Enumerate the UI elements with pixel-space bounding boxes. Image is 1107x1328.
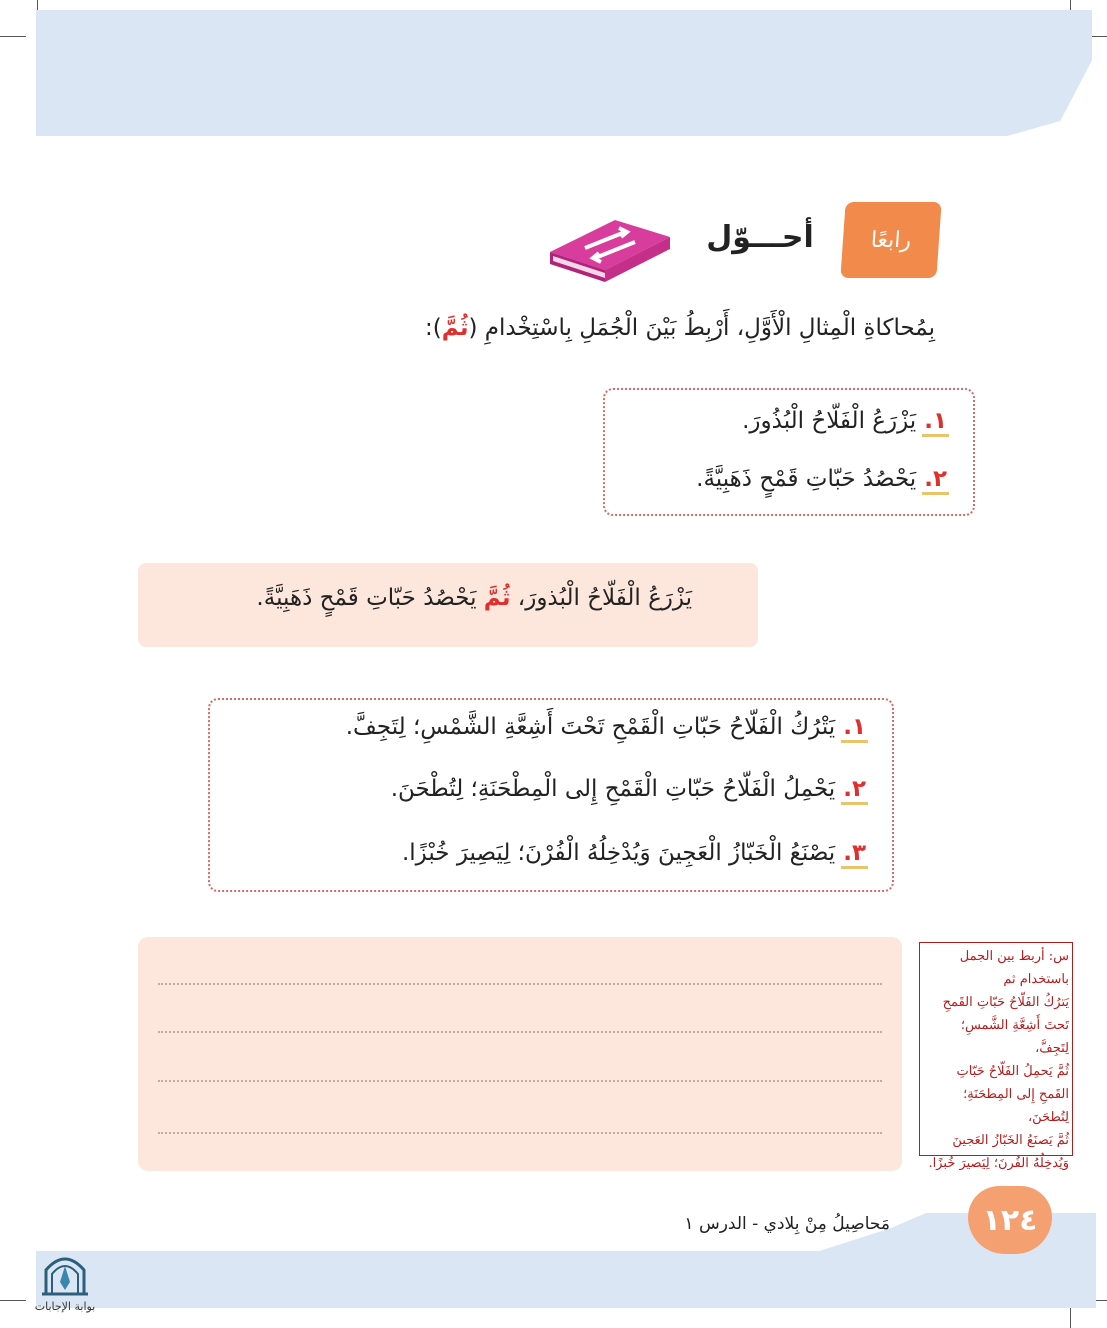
note-line: القَمحِ إِلى المِطحَنَةِ؛	[963, 1087, 1069, 1102]
item-number: ٣.	[841, 840, 868, 869]
instruction-end: ):	[425, 315, 442, 341]
instruction-text: بِمُحاكاةِ الْمِثالِ الْأَوَّلِ، أَرْبِطُ بَيْنَ الْجُمَلِ بِاسْتِخْدامِ (	[468, 315, 935, 341]
list-item	[346, 714, 868, 740]
book-icon	[545, 212, 675, 287]
example-sentences-box	[603, 388, 975, 516]
note-line: ثُمَّ يَصنَعُ الخَبّازُ العَجينَ	[952, 1133, 1069, 1148]
page-number	[968, 1186, 1052, 1254]
note-line: ثُمَّ يَحمِلُ الفَلّاحُ حَبّاتِ	[956, 1064, 1069, 1079]
item-number: ٢.	[922, 466, 949, 495]
note-line: وَيُدخِلُهُ الفُرنَ؛ لِيَصيرَ خُبزًا.	[928, 1156, 1069, 1171]
crop-mark	[1070, 1308, 1071, 1328]
item-text: يَحْمِلُ الْفَلّاحُ حَبّاتِ الْقَمْحِ إِلى الْمِطْحَنَةِ؛ لِتُطْحَنَ.	[390, 776, 836, 802]
instruction	[335, 315, 935, 341]
note-line: تَحتَ أَشِعَّةِ الشَّمسِ؛ لِتَجِفَّ،	[960, 1018, 1069, 1056]
item-number: ١.	[841, 714, 868, 743]
page-number-label: ١٢٤	[982, 1202, 1038, 1238]
item-number: ٢.	[841, 776, 868, 805]
answer-line[interactable]	[158, 983, 882, 985]
example-answer-keyword: ثُمَّ	[483, 585, 511, 611]
item-text: يَزْرَعُ الْفَلّاحُ الْبُذُورَ.	[742, 408, 917, 434]
exercise-sentences-box	[208, 698, 894, 892]
crop-mark	[0, 1300, 26, 1301]
list-item	[742, 408, 949, 434]
note-line: س: أربط بين الجمل	[959, 949, 1069, 964]
crop-mark	[0, 36, 26, 37]
example-answer	[256, 585, 692, 611]
answer-line[interactable]	[158, 1080, 882, 1082]
note-line: لِتُطحَنَ،	[1027, 1110, 1069, 1125]
list-item	[391, 776, 868, 802]
lesson-title: مَحاصِيلُ مِنْ بِلادي - الدرس ١	[684, 1214, 890, 1234]
answer-writing-area[interactable]	[138, 937, 902, 1171]
item-text: يَتْرُكُ الْفَلّاحُ حَبّاتِ الْقَمْحِ تَحْتَ أَشِعَّةِ الشَّمْسِ؛ لِتَجِفَّ.	[345, 714, 836, 740]
item-text: يَحْصُدُ حَبّاتِ قَمْحٍ ذَهَبِيَّةً.	[696, 466, 917, 492]
section-title: أحـــوّل	[706, 220, 814, 255]
logo-text: بوابة الإجابات	[34, 1300, 96, 1313]
item-number: ١.	[922, 408, 949, 437]
example-answer-part2: يَحْصُدُ حَبّاتِ قَمْحٍ ذَهَبِيَّةً.	[256, 585, 484, 611]
answer-line[interactable]	[158, 1031, 882, 1033]
note-line: يَترُكُ الفَلّاحُ حَبّاتِ القَمحِ	[942, 995, 1069, 1010]
site-logo[interactable]	[30, 1252, 100, 1318]
instruction-keyword: ثُمَّ	[441, 315, 469, 341]
header-band	[36, 10, 1092, 136]
example-answer-part1: يَزْرَعُ الْفَلّاحُ الْبُذورَ،	[510, 585, 692, 611]
list-item	[402, 840, 868, 866]
answer-note	[919, 942, 1073, 1171]
answer-line[interactable]	[158, 1132, 882, 1134]
item-text: يَصْنَعُ الْخَبّازُ الْعَجِينَ وَيُدْخِلُهُ الْفُرْنَ؛ لِيَصِيرَ خُبْزًا.	[401, 840, 836, 866]
section-tag-label: رابعًا	[870, 227, 912, 253]
mosque-pen-icon	[42, 1252, 88, 1296]
section-tag	[840, 202, 941, 278]
example-answer-band	[138, 563, 758, 647]
list-item	[696, 466, 949, 492]
note-line: باستخدام ثم	[1003, 972, 1069, 987]
